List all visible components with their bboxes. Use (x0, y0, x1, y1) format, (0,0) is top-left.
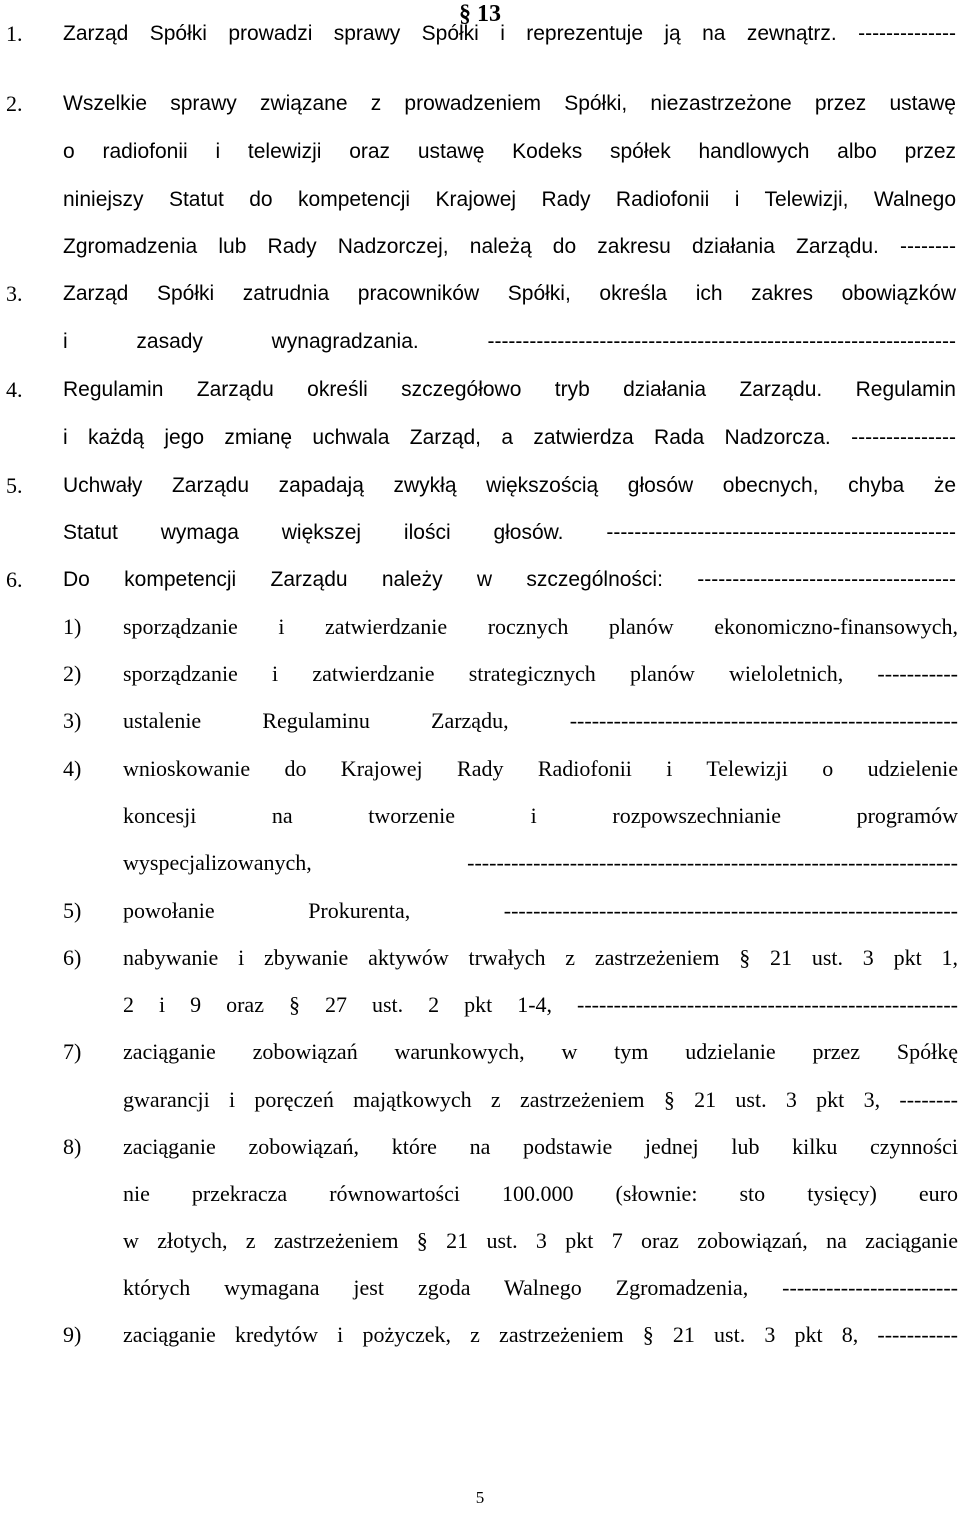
subitem-text-line: gwarancji i poręczeń majątkowych z zastrzeżeniem § 21 ust. 3 pkt 3, -------- (123, 1087, 958, 1112)
item-number: 6. (6, 567, 23, 592)
item-text-line: i każdą jego zmianę uchwala Zarząd, a zatwierdza Rada Nadzorcza. --------------- (63, 426, 956, 449)
item-text-line: o radiofonii i telewizji oraz ustawę Kodeks spółek handlowych albo przez (63, 140, 956, 163)
item-number: 1. (6, 21, 23, 46)
item-text-line: niniejszy Statut do kompetencji Krajowej Rady Radiofonii i Telewizji, Walnego (63, 188, 956, 211)
item-number: 5. (6, 473, 23, 498)
page-number: 5 (475, 1488, 485, 1507)
subitem-number: 6) (63, 945, 82, 970)
item-text-line: Zgromadzenia lub Rady Nadzorczej, należą do zakresu działania Zarządu. -------- (63, 235, 956, 258)
subitem-text-line: sporządzanie i zatwierdzanie rocznych planów ekonomiczno-finansowych, (123, 614, 958, 639)
item-text-line: Regulamin Zarządu określi szczegółowo tryb działania Zarządu. Regulamin (63, 378, 956, 401)
subitem-number: 2) (63, 661, 82, 686)
subitem-text-line: koncesji na tworzenie i rozpowszechnianie programów (123, 803, 958, 828)
subitem-text-line: ustalenie Regulaminu Zarządu, ----------------------------------------------------- (123, 708, 958, 733)
subitem-text-line: zaciąganie zobowiązań, które na podstawie jednej lub kilku czynności (123, 1134, 958, 1159)
subitem-text-line: nie przekracza równowartości 100.000 (słownie: sto tysięcy) euro (123, 1181, 958, 1206)
item-text-line: Zarząd Spółki prowadzi sprawy Spółki i reprezentuje ją na zewnątrz. -------------- (63, 22, 956, 45)
subitem-text-line: wyspecjalizowanych, ------------------------------------------------------------------- (123, 850, 958, 875)
item-number: 3. (6, 281, 23, 306)
item-number: 2. (6, 91, 23, 116)
subitem-number: 3) (63, 708, 82, 733)
item-text-line: Do kompetencji Zarządu należy w szczególności: ------------------------------------- (63, 568, 956, 591)
item-text-line: Zarząd Spółki zatrudnia pracowników Spółki, określa ich zakres obowiązków (63, 282, 956, 305)
subitem-text-line: sporządzanie i zatwierdzanie strategicznych planów wieloletnich, ----------- (123, 661, 958, 686)
item-text-line: Statut wymaga większej ilości głosów. -------------------------------------------------- (63, 521, 956, 544)
subitem-number: 5) (63, 898, 82, 923)
subitem-text-line: których wymagana jest zgoda Walnego Zgromadzenia, ------------------------ (123, 1275, 958, 1300)
subitem-text-line: zaciąganie kredytów i pożyczek, z zastrzeżeniem § 21 ust. 3 pkt 8, ----------- (123, 1322, 958, 1347)
item-text-line: Uchwały Zarządu zapadają zwykłą większością głosów obecnych, chyba że (63, 474, 956, 497)
item-text-line: Wszelkie sprawy związane z prowadzeniem Spółki, niezastrzeżone przez ustawę (63, 92, 956, 115)
section-heading: § 13 (459, 1, 501, 27)
subitem-text-line: w złotych, z zastrzeżeniem § 21 ust. 3 pkt 7 oraz zobowiązań, na zaciąganie (123, 1228, 958, 1253)
subitem-number: 4) (63, 756, 82, 781)
subitem-text-line: 2 i 9 oraz § 27 ust. 2 pkt 1-4, ---------------------------------------------------- (123, 992, 958, 1017)
subitem-text-line: zaciąganie zobowiązań warunkowych, w tym udzielanie przez Spółkę (123, 1039, 958, 1064)
subitem-number: 1) (63, 614, 82, 639)
item-text-line: i zasady wynagradzania. ------------------------------------------------------------------- (63, 330, 956, 353)
subitem-number: 9) (63, 1322, 82, 1347)
subitem-text-line: powołanie Prokurenta, -------------------------------------------------------------- (123, 898, 958, 923)
subitem-text-line: nabywanie i zbywanie aktywów trwałych z zastrzeżeniem § 21 ust. 3 pkt 1, (123, 945, 958, 970)
subitem-text-line: wnioskowanie do Krajowej Rady Radiofonii i Telewizji o udzielenie (123, 756, 958, 781)
subitem-number: 8) (63, 1134, 82, 1159)
subitem-number: 7) (63, 1039, 82, 1064)
item-number: 4. (6, 377, 23, 402)
